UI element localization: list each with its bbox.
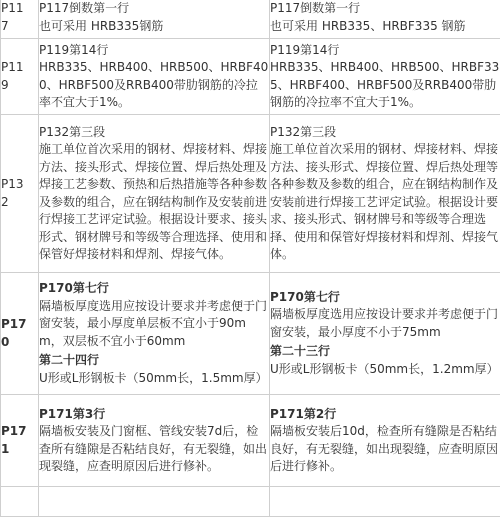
original-body: 隔墙板厚度选用应按设计要求并考虑便于门窗安装，最小厚度单层板不宜小于90mm，双层板不宜小于60mm [39,298,269,351]
revised-body: 施工单位首次采用的钢材、焊接材料、焊接方法、接头形式、焊接位置、焊后热处理等各种参数及参数的组合，应在钢结构制作及安装前进行焊接工艺评定试验。根据设计要求、接头形式、钢材牌号和等级等合理选择、使用和保管好焊接材料和焊剂、焊接气体。 [270,141,500,264]
revised-body: 隔墙板厚度选用应按设计要求并考虑便于门窗安装，最小厚度不小于75mm [270,306,500,341]
page-ref-line: P17 [1,316,38,334]
table-row [1,273,500,395]
revised-line: 也可采用 HRB335、HRBF335 钢筋 [270,18,500,36]
original-subheading: 第二十四行 [39,352,269,370]
page-ref-line: P13 [1,176,38,194]
table-row [1,39,500,115]
original-heading: P132第三段 [39,124,269,142]
revised-body: HRB335、HRB400、HRB500、HRBF335、HRBF400、HRBF500及RRB400带肋钢筋的冷拉率不宜大于1%。 [270,59,500,112]
table-row [1,0,500,39]
page-ref-line: P17 [1,423,38,441]
revised-text-cell [270,39,500,115]
revised-subheading: 第二十三行 [270,343,500,361]
table-row [1,395,500,487]
original-body: HRB335、HRB400、HRB500、HRBF400、HRBF500及RRB400带肋钢筋的冷拉率不宜大于1%。 [39,59,269,112]
original-line: 也可采用 HRB335钢筋 [39,18,269,36]
original-body: 隔墙板安装及门窗框、管线安装7d后，检查所有缝隙是否粘结良好，有无裂缝，如出现裂缝，应查明原因后进行修补。 [39,423,269,476]
original-body: 施工单位首次采用的钢材、焊接材料、焊接方法、接头形式、焊接位置、焊后热处理及焊接工艺参数、预热和后热措施等各种参数及参数的组合，应在钢结构制作及安装前进行焊接工艺评定试验。根据设计要求、接头形式、钢材牌号和等级等合理选择、使用和保管好焊接材料和焊剂、焊接气体。 [39,141,269,264]
revised-heading: P170第七行 [270,289,500,307]
revised-text-cell [270,0,500,39]
original-line: P117倒数第一行 [39,0,269,18]
original-text-cell [39,39,270,115]
page-ref-cell [1,39,39,115]
revised-heading: P132第三段 [270,124,500,142]
original-text-cell [39,0,270,39]
page-ref-line: 1 [1,441,38,459]
page-ref-line: 2 [1,194,38,212]
page-ref-line: 7 [1,18,38,36]
page-ref-line: 9 [1,77,38,95]
revised-text-cell [270,115,500,273]
original-text-cell [39,395,270,487]
page-ref-line: P11 [1,0,38,18]
table-row [1,115,500,273]
page-ref-cell [1,115,39,273]
original-subbody: U形或L形钢板卡（50mm长，1.5mm厚） [39,370,269,388]
revised-subbody: U形或L形钢板卡（50mm长，1.2mm厚） [270,361,500,379]
original-text-cell [39,115,270,273]
revised-body: 隔墙板安装后10d，检查所有缝隙是否粘结良好，有无裂缝，如出现裂缝，应查明原因后进行修补。 [270,423,500,476]
page-ref-cell [1,0,39,39]
original-heading: P170第七行 [39,280,269,298]
revised-text-cell [270,395,500,487]
revised-heading: P119第14行 [270,42,500,60]
original-heading: P119第14行 [39,42,269,60]
page-ref-line: 0 [1,334,38,352]
revised-line: P117倒数第一行 [270,0,500,18]
original-text-cell [39,273,270,395]
original-heading: P171第3行 [39,406,269,424]
page-ref-cell [1,395,39,487]
page-ref-cell [1,273,39,395]
revised-heading: P171第2行 [270,406,500,424]
page-ref-line: P11 [1,59,38,77]
revised-text-cell [270,273,500,395]
